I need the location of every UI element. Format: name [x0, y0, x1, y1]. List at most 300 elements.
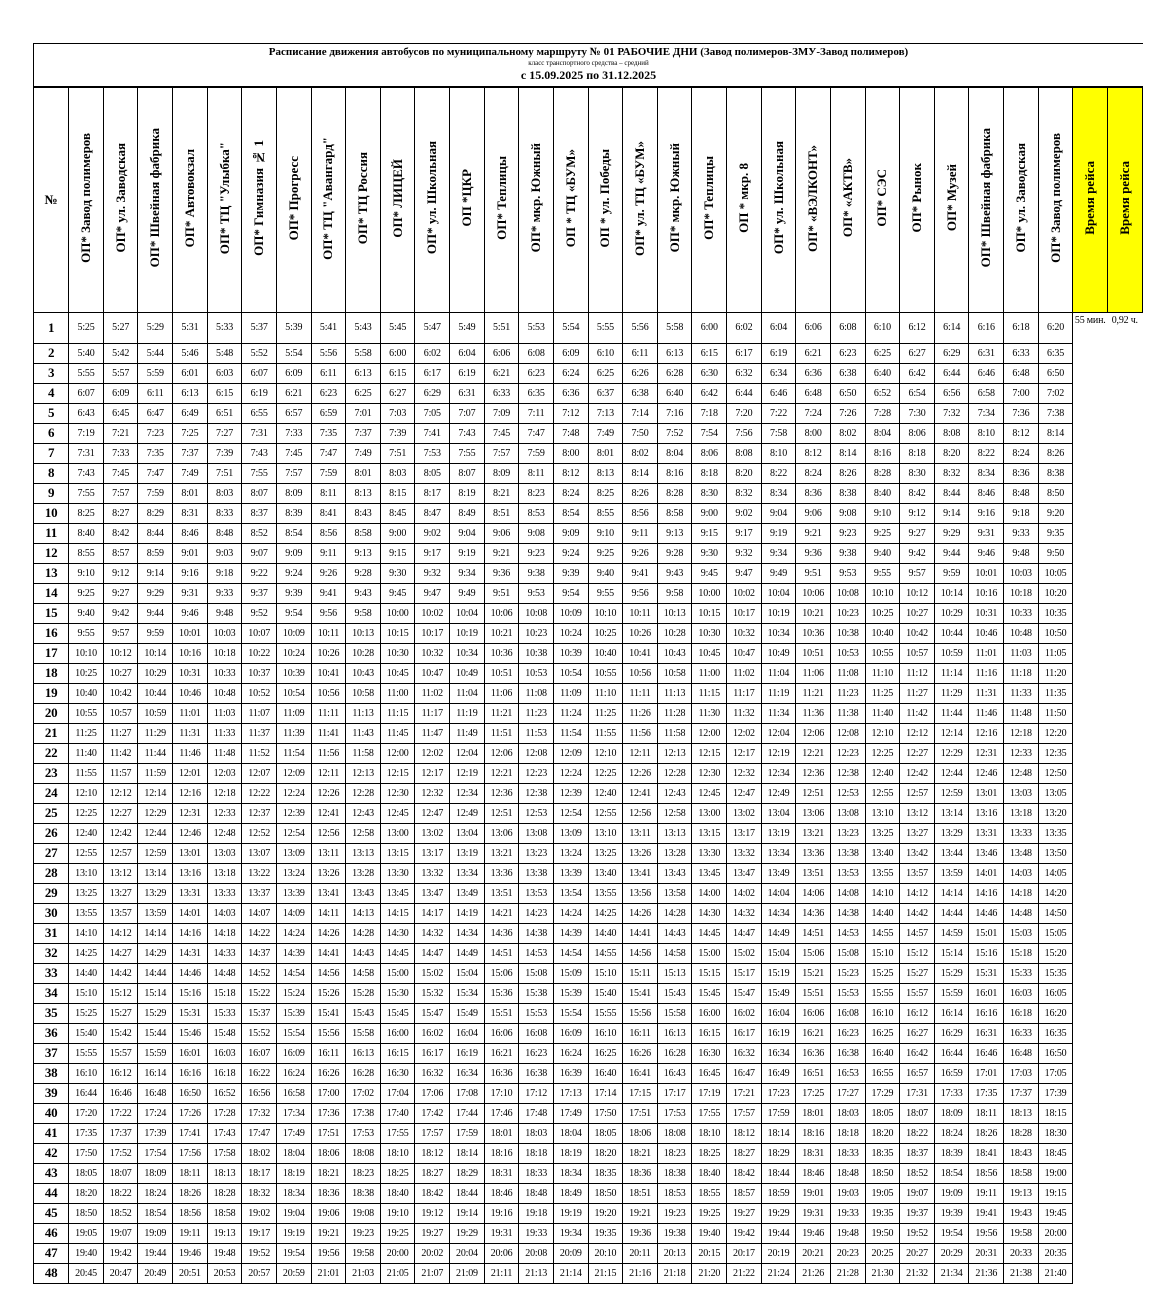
departure-time: 9:20: [1038, 503, 1073, 523]
empty-cell: [1107, 1063, 1142, 1083]
departure-time: 16:17: [415, 1043, 450, 1063]
departure-time: 6:08: [519, 343, 554, 363]
departure-time: 8:24: [553, 483, 588, 503]
departure-time: 18:59: [761, 1183, 796, 1203]
departure-time: 6:50: [1038, 363, 1073, 383]
departure-time: 12:40: [865, 763, 900, 783]
departure-time: 9:40: [865, 543, 900, 563]
departure-time: 13:08: [830, 803, 865, 823]
departure-time: 7:59: [311, 463, 346, 483]
departure-time: 8:00: [553, 443, 588, 463]
departure-time: 12:09: [276, 763, 311, 783]
departure-time: 16:51: [796, 1063, 831, 1083]
trip-number: 40: [34, 1103, 69, 1123]
departure-time: 15:31: [969, 963, 1004, 983]
departure-time: 8:19: [450, 483, 485, 503]
empty-cell: [1107, 1203, 1142, 1223]
empty-cell: [1107, 463, 1142, 483]
departure-time: 6:25: [588, 363, 623, 383]
departure-time: 8:26: [1038, 443, 1073, 463]
departure-time: 12:36: [796, 763, 831, 783]
empty-cell: [1107, 603, 1142, 623]
departure-time: 9:56: [311, 603, 346, 623]
departure-time: 15:15: [692, 963, 727, 983]
empty-cell: [1073, 1043, 1107, 1063]
departure-time: 17:50: [588, 1103, 623, 1123]
departure-time: 15:25: [69, 1003, 104, 1023]
departure-time: 12:11: [311, 763, 346, 783]
departure-time: 15:34: [450, 983, 485, 1003]
departure-time: 19:21: [623, 1203, 658, 1223]
departure-time: 17:34: [276, 1103, 311, 1123]
departure-time: 15:40: [69, 1023, 104, 1043]
departure-time: 15:10: [865, 943, 900, 963]
departure-time: 7:24: [796, 403, 831, 423]
departure-time: 13:51: [796, 863, 831, 883]
departure-time: 6:59: [311, 403, 346, 423]
departure-time: 18:28: [1004, 1123, 1039, 1143]
departure-time: 16:16: [969, 1003, 1004, 1023]
empty-cell: [1107, 483, 1142, 503]
departure-time: 19:13: [1004, 1183, 1039, 1203]
departure-time: 16:55: [865, 1063, 900, 1083]
trip-number: 10: [34, 503, 69, 523]
departure-time: 16:15: [380, 1043, 415, 1063]
departure-time: 18:53: [657, 1183, 692, 1203]
departure-time: 7:33: [276, 423, 311, 443]
departure-time: 8:10: [761, 443, 796, 463]
departure-time: 14:51: [796, 923, 831, 943]
departure-time: 9:13: [657, 523, 692, 543]
departure-time: 13:43: [657, 863, 692, 883]
departure-time: 12:35: [1038, 743, 1073, 763]
table-row: [34, 1263, 1143, 1283]
departure-time: 12:25: [865, 743, 900, 763]
departure-time: 15:02: [415, 963, 450, 983]
departure-time: 7:47: [311, 443, 346, 463]
stop-header: ОП* Завод полимеров: [69, 88, 104, 313]
departure-time: 6:51: [207, 403, 242, 423]
departure-time: 11:53: [519, 723, 554, 743]
departure-time: 10:39: [553, 643, 588, 663]
empty-cell: [1073, 1163, 1107, 1183]
departure-time: 16:50: [1038, 1043, 1073, 1063]
departure-time: 9:16: [969, 503, 1004, 523]
departure-time: 10:14: [138, 643, 173, 663]
departure-time: 11:24: [553, 703, 588, 723]
departure-time: 8:55: [588, 503, 623, 523]
departure-time: 14:36: [796, 903, 831, 923]
departure-time: 8:33: [207, 503, 242, 523]
departure-time: 10:21: [796, 603, 831, 623]
departure-time: 6:33: [484, 383, 519, 403]
departure-time: 18:04: [276, 1143, 311, 1163]
departure-time: 7:21: [103, 423, 138, 443]
departure-time: 10:10: [69, 643, 104, 663]
departure-time: 18:07: [900, 1103, 935, 1123]
departure-time: 6:00: [692, 313, 727, 344]
departure-time: 10:27: [103, 663, 138, 683]
departure-time: 15:19: [761, 963, 796, 983]
stop-header: ОП* ТЦ "Авангард": [311, 88, 346, 313]
departure-time: 8:09: [276, 483, 311, 503]
empty-cell: [1073, 823, 1107, 843]
departure-time: 16:32: [415, 1063, 450, 1083]
departure-time: 14:30: [380, 923, 415, 943]
departure-time: 11:00: [692, 663, 727, 683]
departure-time: 8:05: [415, 463, 450, 483]
departure-time: 15:31: [173, 1003, 208, 1023]
departure-time: 14:43: [346, 943, 381, 963]
departure-time: 19:17: [242, 1223, 277, 1243]
trip-number: 22: [34, 743, 69, 763]
departure-time: 10:18: [1004, 583, 1039, 603]
departure-time: 13:02: [415, 823, 450, 843]
departure-time: 10:23: [830, 603, 865, 623]
departure-time: 16:03: [1004, 983, 1039, 1003]
departure-time: 13:29: [138, 883, 173, 903]
departure-time: 12:19: [761, 743, 796, 763]
table-row: [34, 983, 1143, 1003]
departure-time: 12:14: [934, 723, 969, 743]
departure-time: 9:00: [692, 503, 727, 523]
departure-time: 11:04: [450, 683, 485, 703]
departure-time: 15:44: [138, 1023, 173, 1043]
departure-time: 20:35: [1038, 1243, 1073, 1263]
departure-time: 20:11: [623, 1243, 658, 1263]
departure-time: 9:55: [588, 583, 623, 603]
departure-time: 18:35: [588, 1163, 623, 1183]
departure-time: 9:30: [692, 543, 727, 563]
departure-time: 8:08: [934, 423, 969, 443]
departure-time: 11:19: [450, 703, 485, 723]
departure-time: 7:03: [380, 403, 415, 423]
departure-time: 13:43: [346, 883, 381, 903]
departure-time: 19:12: [415, 1203, 450, 1223]
empty-cell: [1107, 1043, 1142, 1063]
departure-time: 21:15: [588, 1263, 623, 1283]
departure-time: 9:00: [380, 523, 415, 543]
table-row: [34, 1063, 1143, 1083]
departure-time: 10:25: [588, 623, 623, 643]
departure-time: 19:03: [830, 1183, 865, 1203]
departure-time: 18:09: [934, 1103, 969, 1123]
departure-time: 15:03: [1004, 923, 1039, 943]
departure-time: 13:13: [657, 823, 692, 843]
trip-number: 7: [34, 443, 69, 463]
departure-time: 9:52: [242, 603, 277, 623]
departure-time: 6:38: [623, 383, 658, 403]
departure-time: 11:29: [138, 723, 173, 743]
departure-time: 13:27: [900, 823, 935, 843]
departure-time: 17:55: [692, 1103, 727, 1123]
departure-time: 15:00: [380, 963, 415, 983]
departure-time: 8:51: [484, 503, 519, 523]
trip-number: 13: [34, 563, 69, 583]
departure-time: 10:25: [69, 663, 104, 683]
departure-time: 20:51: [173, 1263, 208, 1283]
departure-time: 18:14: [761, 1123, 796, 1143]
departure-time: 7:39: [380, 423, 415, 443]
departure-time: 6:06: [484, 343, 519, 363]
departure-time: 6:04: [761, 313, 796, 344]
departure-time: 6:44: [934, 363, 969, 383]
departure-time: 19:54: [276, 1243, 311, 1263]
departure-time: 17:01: [969, 1063, 1004, 1083]
departure-time: 10:59: [138, 703, 173, 723]
departure-time: 20:13: [657, 1243, 692, 1263]
departure-time: 9:42: [900, 543, 935, 563]
departure-time: 9:06: [796, 503, 831, 523]
empty-cell: [1073, 1083, 1107, 1103]
departure-time: 14:01: [969, 863, 1004, 883]
departure-time: 15:52: [242, 1023, 277, 1043]
departure-time: 18:08: [657, 1123, 692, 1143]
departure-time: 8:20: [934, 443, 969, 463]
departure-time: 13:36: [484, 863, 519, 883]
departure-time: 10:17: [415, 623, 450, 643]
departure-time: 5:29: [138, 313, 173, 344]
departure-time: 16:48: [138, 1083, 173, 1103]
departure-time: 6:02: [727, 313, 762, 344]
departure-time: 6:11: [138, 383, 173, 403]
departure-time: 11:50: [1038, 703, 1073, 723]
departure-time: 9:29: [934, 523, 969, 543]
departure-time: 11:57: [103, 763, 138, 783]
empty-cell: [1107, 363, 1142, 383]
departure-time: 5:56: [623, 313, 658, 344]
trip-number: 18: [34, 663, 69, 683]
departure-time: 18:54: [934, 1163, 969, 1183]
departure-time: 18:50: [69, 1203, 104, 1223]
stop-header: ОП* мкр. Южный: [519, 88, 554, 313]
departure-time: 20:59: [276, 1263, 311, 1283]
departure-time: 9:25: [865, 523, 900, 543]
departure-time: 13:12: [900, 803, 935, 823]
departure-time: 9:21: [796, 523, 831, 543]
departure-time: 6:09: [103, 383, 138, 403]
departure-time: 11:46: [173, 743, 208, 763]
departure-time: 9:13: [346, 543, 381, 563]
departure-time: 17:46: [484, 1103, 519, 1123]
departure-time: 13:11: [623, 823, 658, 843]
departure-time: 5:48: [207, 343, 242, 363]
departure-time: 16:06: [484, 1023, 519, 1043]
departure-time: 8:42: [900, 483, 935, 503]
departure-time: 11:06: [484, 683, 519, 703]
departure-time: 20:17: [727, 1243, 762, 1263]
departure-time: 14:47: [727, 923, 762, 943]
departure-time: 16:48: [1004, 1043, 1039, 1063]
departure-time: 9:57: [900, 563, 935, 583]
departure-time: 19:31: [484, 1223, 519, 1243]
departure-time: 10:42: [103, 683, 138, 703]
departure-time: 9:34: [761, 543, 796, 563]
departure-time: 11:40: [865, 703, 900, 723]
departure-time: 8:04: [865, 423, 900, 443]
departure-time: 10:28: [657, 623, 692, 643]
departure-time: 7:11: [519, 403, 554, 423]
departure-time: 17:58: [207, 1143, 242, 1163]
departure-time: 11:45: [380, 723, 415, 743]
departure-time: 12:07: [242, 763, 277, 783]
departure-time: 21:38: [1004, 1263, 1039, 1283]
departure-time: 9:44: [934, 543, 969, 563]
departure-time: 10:59: [934, 643, 969, 663]
departure-time: 18:10: [380, 1143, 415, 1163]
departure-time: 13:59: [934, 863, 969, 883]
departure-time: 8:28: [657, 483, 692, 503]
empty-cell: [1073, 743, 1107, 763]
departure-time: 12:15: [380, 763, 415, 783]
departure-time: 12:59: [138, 843, 173, 863]
departure-time: 17:13: [553, 1083, 588, 1103]
departure-time: 10:17: [727, 603, 762, 623]
departure-time: 8:43: [346, 503, 381, 523]
departure-time: 16:16: [173, 1063, 208, 1083]
departure-time: 10:36: [796, 623, 831, 643]
departure-time: 18:38: [657, 1163, 692, 1183]
departure-time: 17:51: [623, 1103, 658, 1123]
empty-cell: [1107, 823, 1142, 843]
empty-cell: [1073, 1003, 1107, 1023]
departure-time: 14:53: [519, 943, 554, 963]
departure-time: 19:27: [415, 1223, 450, 1243]
departure-time: 13:49: [761, 863, 796, 883]
departure-time: 13:09: [276, 843, 311, 863]
empty-cell: [1073, 1263, 1107, 1283]
departure-time: 8:27: [103, 503, 138, 523]
departure-time: 10:34: [450, 643, 485, 663]
empty-cell: [1073, 603, 1107, 623]
departure-time: 21:09: [450, 1263, 485, 1283]
table-row: [34, 503, 1143, 523]
departure-time: 17:02: [346, 1083, 381, 1103]
stop-header: ОП* Теплицы: [692, 88, 727, 313]
departure-time: 16:40: [865, 1043, 900, 1063]
departure-time: 15:08: [830, 943, 865, 963]
departure-time: 19:25: [692, 1203, 727, 1223]
departure-time: 10:07: [242, 623, 277, 643]
stop-header: ОП* ул. ТЦ «БУМ»: [623, 88, 658, 313]
departure-time: 18:58: [207, 1203, 242, 1223]
departure-time: 8:15: [380, 483, 415, 503]
departure-time: 11:05: [1038, 643, 1073, 663]
departure-time: 9:24: [276, 563, 311, 583]
departure-time: 12:12: [900, 723, 935, 743]
departure-time: 15:08: [519, 963, 554, 983]
departure-time: 19:11: [969, 1183, 1004, 1203]
empty-cell: [1073, 363, 1107, 383]
departure-time: 13:50: [1038, 843, 1073, 863]
departure-time: 18:29: [761, 1143, 796, 1163]
departure-time: 19:40: [692, 1223, 727, 1243]
table-row: [34, 1203, 1143, 1223]
departure-time: 9:51: [484, 583, 519, 603]
departure-time: 6:13: [657, 343, 692, 363]
departure-time: 16:49: [761, 1063, 796, 1083]
departure-time: 8:32: [727, 483, 762, 503]
departure-time: 10:03: [1004, 563, 1039, 583]
departure-time: 17:59: [450, 1123, 485, 1143]
departure-time: 6:07: [242, 363, 277, 383]
departure-time: 10:55: [69, 703, 104, 723]
departure-time: 9:38: [830, 543, 865, 563]
departure-time: 11:15: [380, 703, 415, 723]
departure-time: 10:37: [242, 663, 277, 683]
departure-time: 15:53: [519, 1003, 554, 1023]
departure-time: 19:44: [761, 1223, 796, 1243]
departure-time: 14:45: [380, 943, 415, 963]
departure-time: 11:23: [830, 683, 865, 703]
empty-cell: [1107, 1103, 1142, 1123]
departure-time: 14:26: [623, 903, 658, 923]
trip-number: 30: [34, 903, 69, 923]
departure-time: 10:18: [207, 643, 242, 663]
departure-time: 17:04: [380, 1083, 415, 1103]
departure-time: 12:29: [138, 803, 173, 823]
departure-time: 10:12: [103, 643, 138, 663]
departure-time: 12:43: [657, 783, 692, 803]
departure-time: 11:58: [346, 743, 381, 763]
departure-time: 14:25: [588, 903, 623, 923]
departure-time: 19:19: [553, 1203, 588, 1223]
departure-time: 12:33: [207, 803, 242, 823]
departure-time: 10:06: [796, 583, 831, 603]
departure-time: 14:58: [346, 963, 381, 983]
departure-time: 7:55: [69, 483, 104, 503]
departure-time: 8:26: [830, 463, 865, 483]
departure-time: 9:14: [138, 563, 173, 583]
departure-time: 12:29: [934, 743, 969, 763]
table-row: [34, 1163, 1143, 1183]
table-row: [34, 1003, 1143, 1023]
departure-time: 12:10: [69, 783, 104, 803]
departure-time: 16:21: [796, 1023, 831, 1043]
departure-time: 19:58: [1004, 1223, 1039, 1243]
departure-time: 12:06: [484, 743, 519, 763]
departure-time: 12:51: [484, 803, 519, 823]
departure-time: 15:13: [657, 963, 692, 983]
departure-time: 18:34: [553, 1163, 588, 1183]
departure-time: 13:03: [1004, 783, 1039, 803]
departure-time: 15:35: [1038, 963, 1073, 983]
trip-number: 9: [34, 483, 69, 503]
departure-time: 21:34: [934, 1263, 969, 1283]
departure-time: 10:22: [242, 643, 277, 663]
departure-time: 14:53: [830, 923, 865, 943]
page-title: Расписание движения автобусов по муниципальному маршруту № 01 РАБОЧИЕ ДНИ (Завод полимеров-ЗМУ-Завод полимеров): [268, 46, 909, 58]
departure-time: 8:03: [207, 483, 242, 503]
departure-time: 10:40: [588, 643, 623, 663]
departure-time: 19:54: [934, 1223, 969, 1243]
departure-time: 6:36: [796, 363, 831, 383]
departure-time: 16:45: [692, 1063, 727, 1083]
departure-time: 14:16: [173, 923, 208, 943]
departure-time: 9:28: [657, 543, 692, 563]
departure-time: 16:23: [830, 1023, 865, 1043]
departure-time: 15:45: [380, 1003, 415, 1023]
empty-cell: [1107, 983, 1142, 1003]
departure-time: 12:44: [934, 763, 969, 783]
departure-time: 8:07: [450, 463, 485, 483]
departure-time: 6:21: [796, 343, 831, 363]
departure-time: 20:15: [692, 1243, 727, 1263]
trip-number: 2: [34, 343, 69, 363]
departure-time: 11:07: [242, 703, 277, 723]
departure-time: 20:57: [242, 1263, 277, 1283]
empty-cell: [1073, 1223, 1107, 1243]
